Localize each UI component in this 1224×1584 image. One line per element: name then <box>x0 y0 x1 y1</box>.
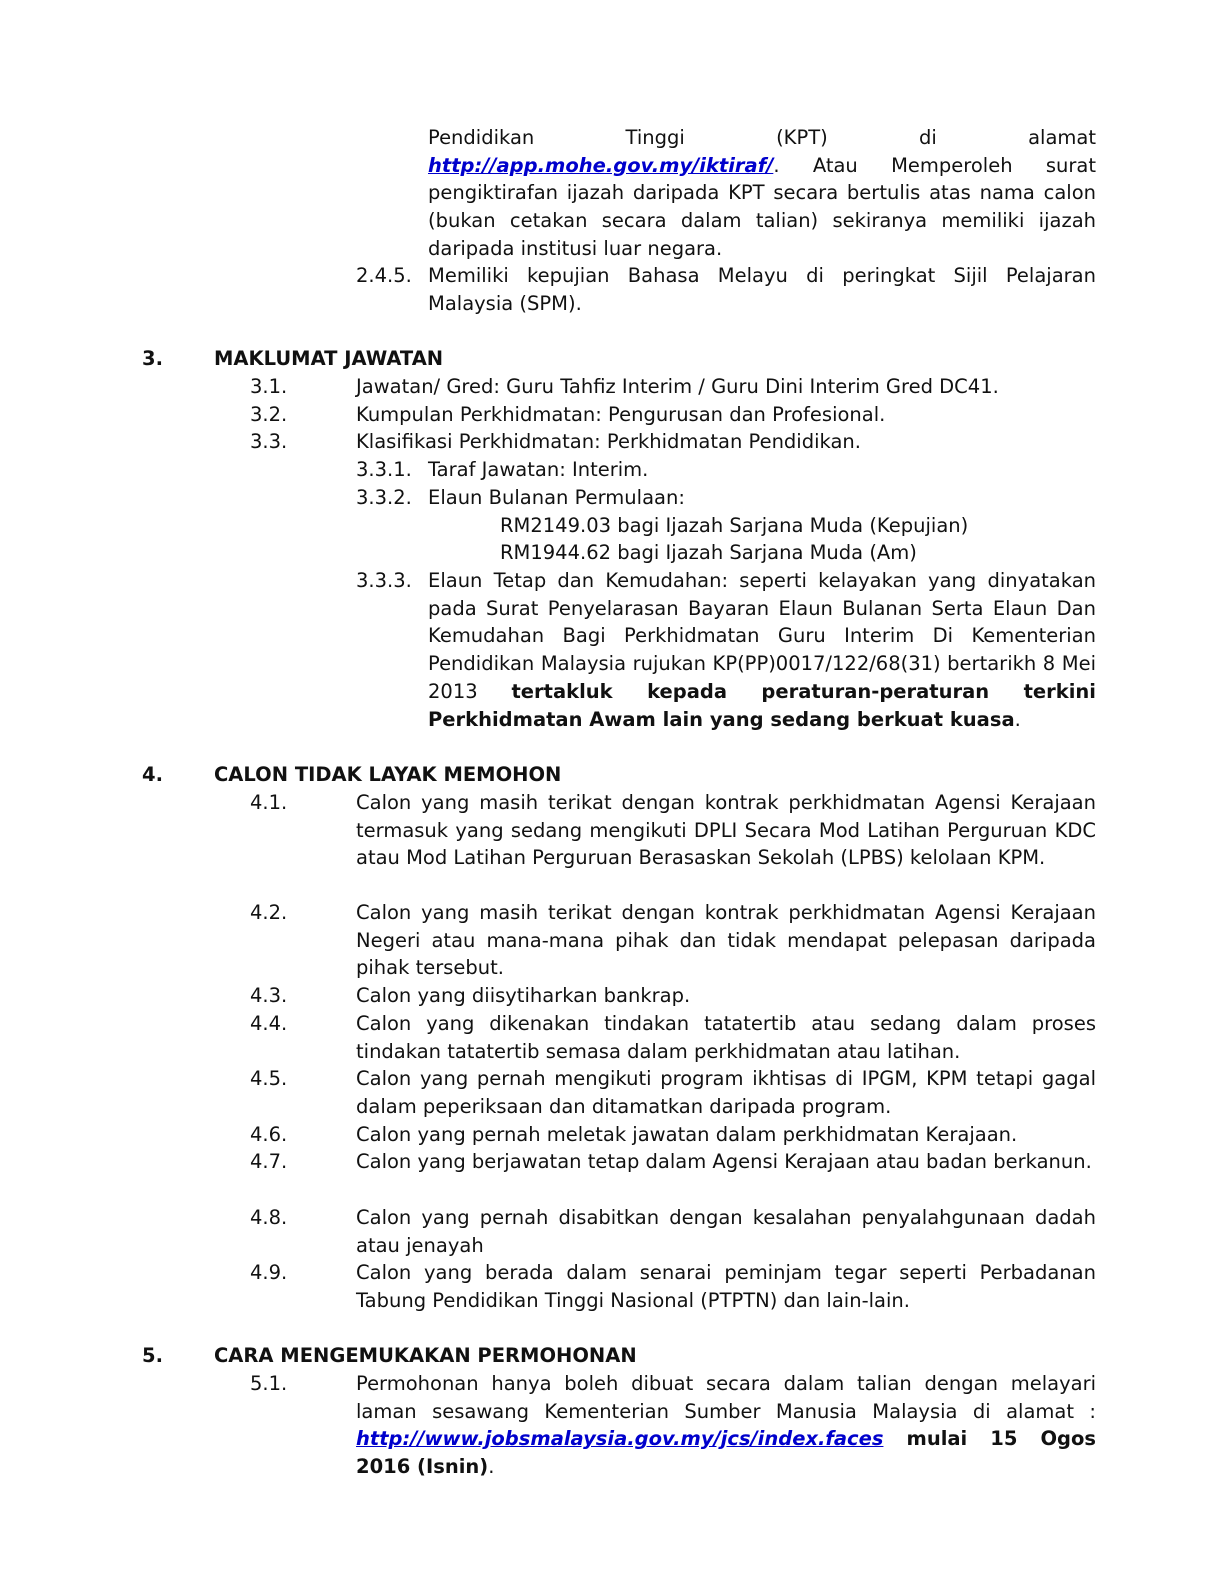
item-number: 4.9. <box>250 1261 288 1284</box>
item-text-end: . <box>488 1455 495 1479</box>
item-text <box>356 1370 1096 1481</box>
item-text: Klasifikasi Perkhidmatan: Perkhidmatan Pendidikan. <box>356 430 861 453</box>
intro-word: di <box>919 126 937 149</box>
iktiraf-link[interactable]: http://app.mohe.gov.my/iktiraf/ <box>428 153 774 177</box>
intro-word: (KPT) <box>776 126 828 149</box>
item-number: 4.5. <box>250 1067 288 1090</box>
item-number: 3.2. <box>250 403 288 426</box>
item-text: Taraf Jawatan: Interim. <box>428 458 649 481</box>
item-number: 4.6. <box>250 1123 288 1146</box>
item-number: 4.4. <box>250 1012 288 1035</box>
item-text-part: Permohonan hanya boleh dibuat secara dalam talian dengan melayari laman sesawang Kementerian Sumber Manusia Malaysia di alamat : <box>356 1372 1096 1423</box>
allowance-line: RM1944.62 bagi Ijazah Sarjana Muda (Am) <box>500 541 917 564</box>
item-number: 4.2. <box>250 901 288 924</box>
item-text-bold: tertakluk kepada peraturan-peraturan terkini Perkhidmatan Awam lain yang sedang berkuat kuasa <box>428 679 1096 731</box>
intro-after-link: . Atau Memperoleh surat pengiktirafan ijazah daripada KPT secara bertulis atas nama calon (bukan cetakan secara dalam talian) sekiranya memiliki ijazah daripada institusi luar negara. <box>428 153 1096 260</box>
section-title: CALON TIDAK LAYAK MEMOHON <box>214 763 562 786</box>
intro-word: alamat <box>1028 126 1097 149</box>
item-text: Calon yang dikenakan tindakan tatatertib atau sedang dalam proses tindakan tatatertib semasa dalam perkhidmatan atau latihan. <box>356 1012 1096 1063</box>
intro-rest <box>428 152 1096 263</box>
item-text: Jawatan/ Gred: Guru Tahfiz Interim / Guru Dini Interim Gred DC41. <box>356 375 999 398</box>
intro-paragraph <box>428 124 1096 263</box>
item-text-end: . <box>1014 707 1021 731</box>
intro-word: Tinggi <box>625 126 685 149</box>
item-text: Calon yang berjawatan tetap dalam Agensi Kerajaan atau badan berkanun. <box>356 1150 1092 1173</box>
item-number: 2.4.5. <box>356 264 412 287</box>
item-number: 5.1. <box>250 1372 288 1395</box>
item-number: 4.7. <box>250 1150 288 1173</box>
item-text: Calon yang pernah mengikuti program ikhtisas di IPGM, KPM tetapi gagal dalam peperiksaan dan ditamatkan daripada program. <box>356 1067 1096 1118</box>
intro-word: Pendidikan <box>428 126 535 149</box>
section-title: CARA MENGEMUKAKAN PERMOHONAN <box>214 1344 637 1367</box>
section-number: 3. <box>142 347 163 370</box>
item-text <box>428 567 1096 733</box>
item-text: Calon yang pernah meletak jawatan dalam perkhidmatan Kerajaan. <box>356 1123 1018 1146</box>
item-number: 4.3. <box>250 984 288 1007</box>
allowance-line: RM2149.03 bagi Ijazah Sarjana Muda (Kepujian) <box>500 514 969 537</box>
item-number: 4.8. <box>250 1206 288 1229</box>
item-number: 4.1. <box>250 791 288 814</box>
item-text: Calon yang pernah disabitkan dengan kesalahan penyalahgunaan dadah atau jenayah <box>356 1206 1096 1257</box>
jobsmalaysia-link[interactable]: http://www.jobsmalaysia.gov.my/jcs/index.faces <box>356 1427 884 1451</box>
item-number: 3.3.1. <box>356 458 412 481</box>
item-text: Kumpulan Perkhidmatan: Pengurusan dan Profesional. <box>356 403 886 426</box>
item-text: Calon yang masih terikat dengan kontrak perkhidmatan Agensi Kerajaan Negeri atau mana-mana pihak dan tidak mendapat pelepasan daripada pihak tersebut. <box>356 901 1096 980</box>
section-number: 4. <box>142 763 163 786</box>
item-text: Elaun Bulanan Permulaan: <box>428 486 685 509</box>
item-text: Calon yang diisytiharkan bankrap. <box>356 984 691 1007</box>
item-number: 3.3.3. <box>356 569 412 592</box>
item-number: 3.1. <box>250 375 288 398</box>
item-number: 3.3.2. <box>356 486 412 509</box>
item-text: Memiliki kepujian Bahasa Melayu di peringkat Sijil Pelajaran Malaysia (SPM). <box>428 264 1096 315</box>
item-text-bold: mulai 15 Ogos 2016 (Isnin) <box>356 1427 1096 1479</box>
section-title: MAKLUMAT JAWATAN <box>214 347 444 370</box>
item-text-part: Elaun Tetap dan Kemudahan: seperti kelayakan yang dinyatakan pada Surat Penyelarasan Bayaran Elaun Bulanan Serta Elaun Dan Kemudahan Bagi Perkhidmatan Guru Interim Di Kementerian Pendidikan Malaysia rujukan KP(PP)0017/122/68(31) bertarikh 8 Mei 2013 <box>428 569 1096 703</box>
section-number: 5. <box>142 1344 163 1367</box>
item-number: 3.3. <box>250 430 288 453</box>
intro-line-1 <box>428 124 1096 152</box>
item-text: Calon yang berada dalam senarai peminjam tegar seperti Perbadanan Tabung Pendidikan Tinggi Nasional (PTPTN) dan lain-lain. <box>356 1261 1096 1312</box>
item-text: Calon yang masih terikat dengan kontrak perkhidmatan Agensi Kerajaan termasuk yang sedang mengikuti DPLI Secara Mod Latihan Perguruan KDC atau Mod Latihan Perguruan Berasaskan Sekolah (LPBS) kelolaan KPM. <box>356 791 1096 870</box>
